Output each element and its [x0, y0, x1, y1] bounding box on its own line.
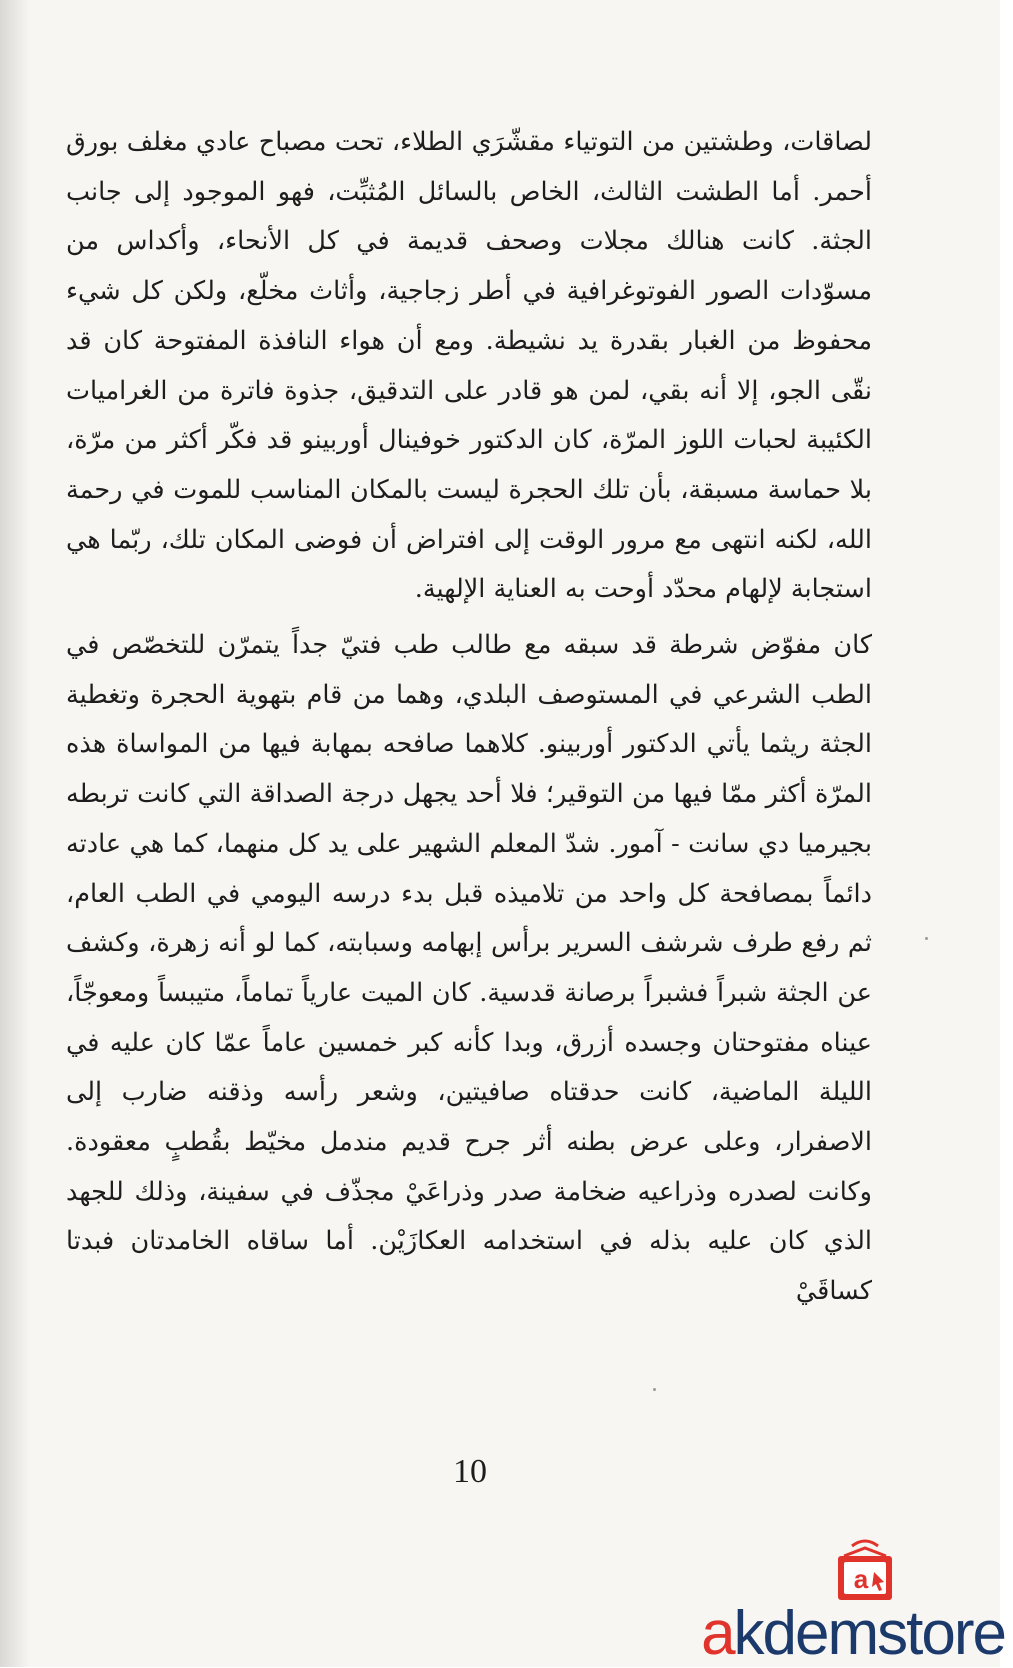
paper-speck [653, 1388, 656, 1391]
logo-wordmark-rest: kdemstore [733, 1599, 1005, 1668]
paper-speck [925, 937, 928, 940]
paragraph-1: لصاقات، وطشتين من التوتياء مقشّرَي الطلاء، تحت مصباح عادي مغلف بورق أحمر. أما الطشت الثالث، الخاص بالسائل المُثبِّت، فهو الموجود إلى جانب الجثة. كانت هنالك مجلات وصحف قديمة في كل الأنحاء، وأكداس من مسوّدات الصور الفوتوغرافية في أطر زجاجية، وأثاث مخلّع، ولكن كل شيء محفوظ من الغبار بقدرة يد نشيطة. ومع أن هواء النافذة المفتوحة كان قد نقّى الجو، إلا أنه بقي، لمن هو قادر على التدقيق، جذوة فاترة من الغراميات الكئيبة لحبات اللوز المرّة، كان الدكتور خوفينال أوربينو قد فكّر أكثر من مرّة، بلا حماسة مسبقة، بأن تلك الحجرة ليست بالمكان المناسب للموت في رحمة الله، لكنه انتهى مع مرور الوقت إلى افتراض أن فوضى المكان تلك، ربّما هي استجابة لإلهام محدّد أوحت به العناية الإلهية. [66, 127, 872, 605]
akdemstore-logo [700, 1538, 1013, 1667]
page-number: 10 [453, 1453, 487, 1490]
scan-border [1000, 0, 1013, 1667]
svg-text:a: a [853, 1564, 869, 1594]
book-cart-icon [830, 1538, 900, 1606]
body-text [66, 118, 872, 1317]
page-gutter-shadow [0, 0, 30, 1667]
logo-wordmark [701, 1599, 1005, 1668]
paragraph-2: كان مفوّض شرطة قد سبقه مع طالب طب فتيّ جداً يتمرّن للتخصّص في الطب الشرعي في المستوصف البلدي، وهما من قام بتهوية الحجرة وتغطية الجثة ريثما يأتي الدكتور أوربينو. كلاهما صافحه بمهابة فيها من المواساة هذه المرّة أكثر ممّا فيها من التوقير؛ فلا أحد يجهل درجة الصداقة التي كانت تربطه بجيرميا دي سانت - آمور. شدّ المعلم الشهير على يد كل منهما، كما هي عادته دائماً بمصافحة كل واحد من تلاميذه قبل بدء درسه اليومي في الطب العام، ثم رفع طرف شرشف السرير برأس إبهامه وسبابته، كما لو أنه زهرة، وكشف عن الجثة شبراً فشبراً برصانة قدسية. كان الميت عارياً تماماً، متيبساً ومعوجّاً، عيناه مفتوحتان وجسده أزرق، وبدا كأنه كبر خمسين عاماً عمّا كان عليه في الليلة الماضية، كانت حدقتاه صافيتين، وشعر رأسه وذقنه ضارب إلى الاصفرار، وعلى عرض بطنه أثر جرح قديم مندمل مخيّط بقُطبٍ معقودة. وكانت لصدره وذراعيه ضخامة صدر وذراعَيْ مجذّف في سفينة، وذلك للجهد الذي كان عليه بذله في استخدامه العكازَيْن. أما ساقاه الخامدتان فبدتا كساقَيْ [66, 630, 872, 1307]
logo-accent-letter: a [701, 1599, 734, 1668]
